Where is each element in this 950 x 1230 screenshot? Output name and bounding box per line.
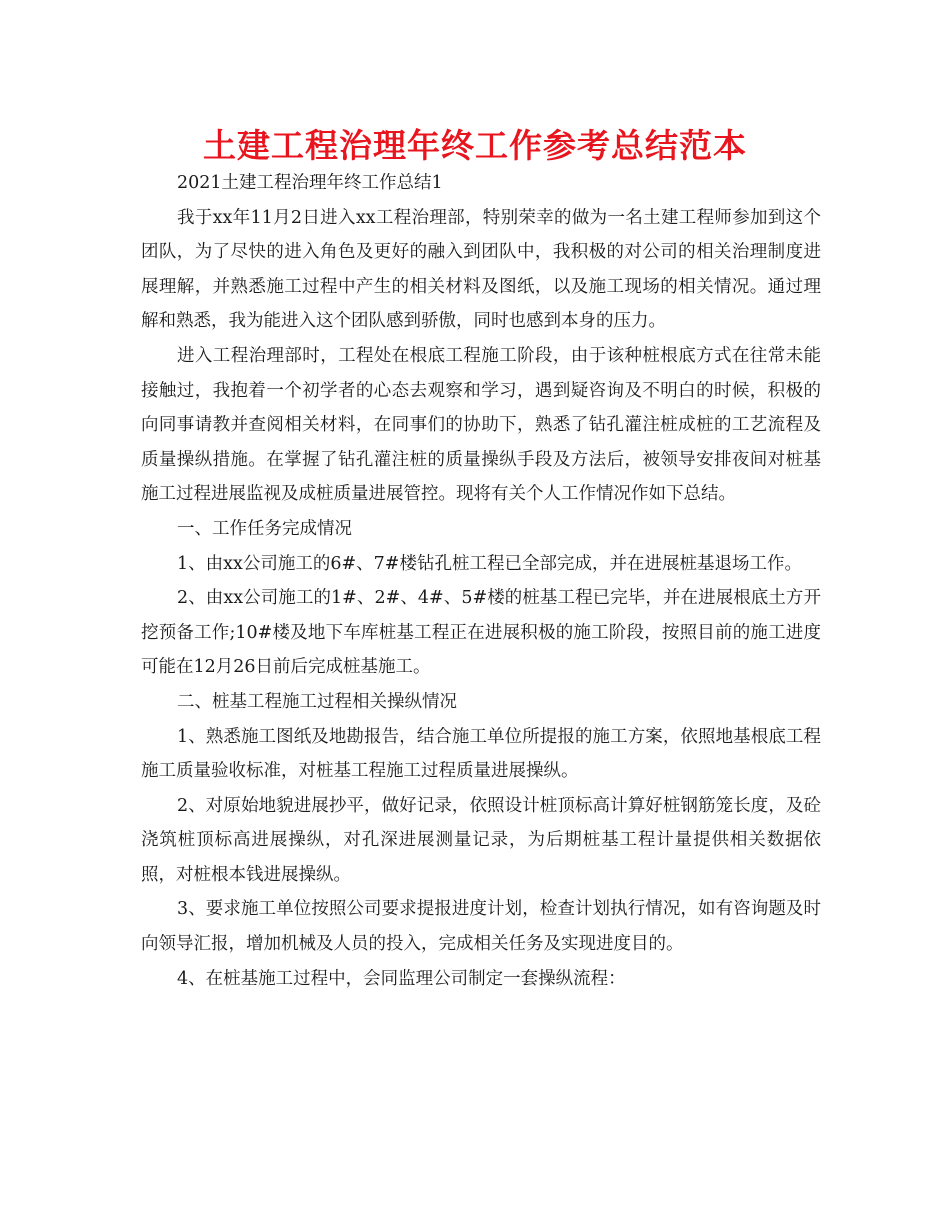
list-item: 1、由xx公司施工的6#、7#楼钻孔桩工程已全部完成，并在进展桩基退场工作。 xyxy=(177,553,802,574)
document-body xyxy=(141,166,821,996)
list-item: 2、由xx公司施工的1#、2#、4#、5#楼的桩基工程已完毕，并在进展根底土方开挖预备工作;10#楼及地下车库桩基工程正在进展积极的施工阶段，按照目前的施工进度可能在12月26日前后完成桩基施工。 xyxy=(141,588,821,678)
list-item: 3、要求施工单位按照公司要求提报进度计划，检查计划执行情况，如有咨询题及时向领导汇报，增加机械及人员的投入，完成相关任务及实现进度目的。 xyxy=(141,899,821,955)
list-item: 2、对原始地貌进展抄平，做好记录，依照设计桩顶标高计算好桩钢筋笼长度，及砼浇筑桩顶标高进展操纵，对孔深进展测量记录，为后期桩基工程计量提供相关数据依照，对桩根本钱进展操纵。 xyxy=(141,795,821,885)
intro-paragraph: 我于xx年11月2日进入xx工程治理部，特别荣幸的做为一名土建工程师参加到这个团队，为了尽快的进入角色及更好的融入到团队中，我积极的对公司的相关治理制度进展理解，并熟悉施工过程中产生的相关材料及图纸，以及施工现场的相关情况。通过理解和熟悉，我为能进入这个团队感到骄傲，同时也感到本身的压力。 xyxy=(141,207,821,332)
section-heading: 二、桩基工程施工过程相关操纵情况 xyxy=(177,691,457,712)
document-subtitle: 2021土建工程治理年终工作总结1 xyxy=(177,173,443,193)
list-item: 4、在桩基施工过程中，会同监理公司制定一套操纵流程： xyxy=(177,968,626,989)
list-item: 1、熟悉施工图纸及地勘报告，结合施工单位所提报的施工方案，依照地基根底工程施工质量验收标准，对桩基工程施工过程质量进展操纵。 xyxy=(141,726,821,782)
section-heading: 一、工作任务完成情况 xyxy=(177,518,352,539)
intro-paragraph: 进入工程治理部时，工程处在根底工程施工阶段，由于该种桩根底方式在往常未能接触过，我抱着一个初学者的心态去观察和学习，遇到疑咨询及不明白的时候，积极的向同事请教并查阅相关材料，在同事们的协助下，熟悉了钻孔灌注桩成桩的工艺流程及质量操纵措施。在掌握了钻孔灌注桩的质量操纵手段及方法后，被领导安排夜间对桩基施工过程进展监视及成桩质量进展管控。现将有关个人工作情况作如下总结。 xyxy=(141,345,821,505)
document-title: 土建工程治理年终工作参考总结范本 xyxy=(203,126,747,165)
